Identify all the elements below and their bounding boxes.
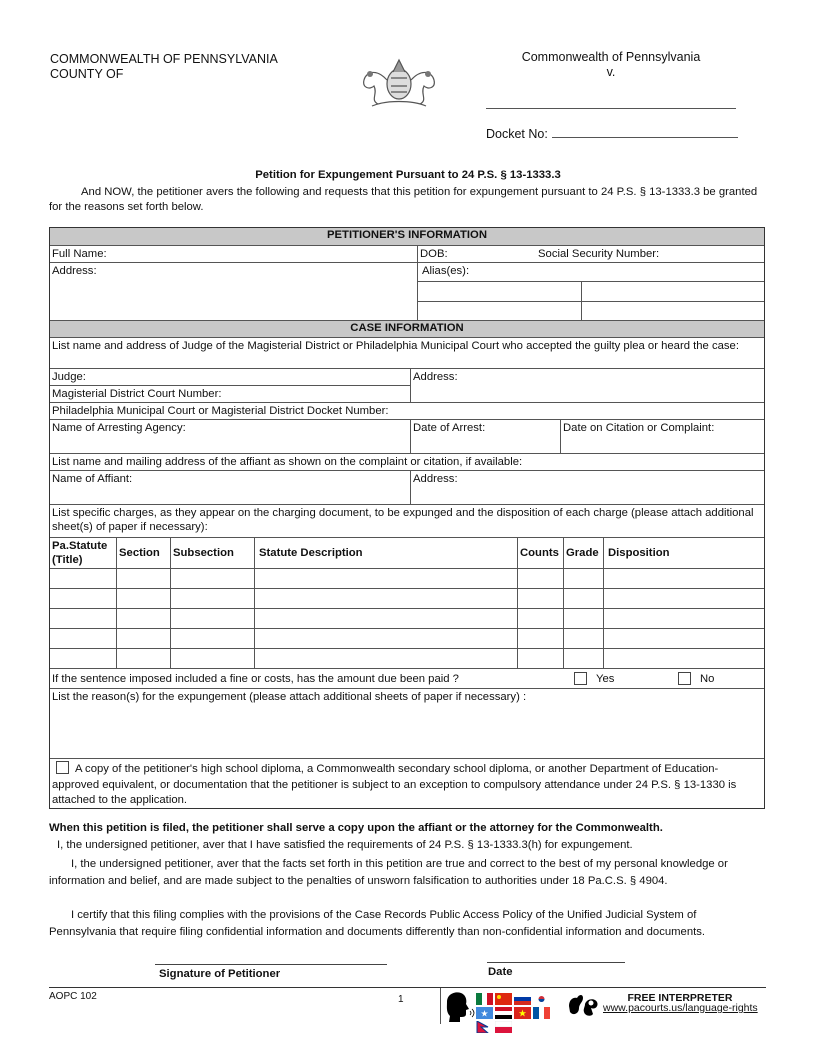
charge-disposition-input[interactable]: [603, 609, 764, 628]
charge-counts-input[interactable]: [517, 589, 563, 608]
no-checkbox[interactable]: [678, 672, 691, 685]
docket-number-field[interactable]: [50, 403, 764, 419]
flag-russia-icon: [514, 993, 531, 1005]
judge-label: Judge:: [52, 371, 86, 383]
aliases-label-row: [418, 263, 764, 281]
petition-form: [49, 227, 765, 809]
flag-vietnam-icon: [514, 1007, 531, 1019]
footer-vertical-divider: [440, 988, 441, 1024]
dob-label: DOB:: [420, 248, 448, 260]
flag-egypt-icon: [495, 1007, 512, 1019]
flag-somalia-icon: [476, 1007, 493, 1019]
judge-address-field[interactable]: [410, 369, 764, 402]
col-section: Section: [116, 538, 170, 568]
charge-disposition-input[interactable]: [603, 629, 764, 648]
flag-france-icon: [533, 1007, 550, 1019]
docket-number-label: Philadelphia Municipal Court or Magisterial District Docket Number:: [52, 405, 389, 417]
commonwealth-label: COMMONWEALTH OF PENNSYLVANIA: [50, 52, 278, 66]
charge-grade-input[interactable]: [563, 589, 603, 608]
date-citation-label: Date on Citation or Complaint:: [563, 422, 715, 434]
charge-counts-input[interactable]: [517, 569, 563, 588]
charge-description-input[interactable]: [254, 649, 517, 668]
col-counts: Counts: [517, 538, 563, 568]
charge-description-input[interactable]: [254, 589, 517, 608]
aver-requirements: I, the undersigned petitioner, aver that I have satisfied the requirements of 24 P.S. § 13-1333.3(h) for expungement.: [57, 839, 633, 851]
charge-counts-input[interactable]: [517, 649, 563, 668]
charge-counts-input[interactable]: [517, 609, 563, 628]
aliases-label: Alias(es):: [422, 265, 470, 277]
diploma-text: A copy of the petitioner's high school diploma, a Commonwealth secondary school diploma, or another Department of Education-approved equivalent, or documentation that the petitioner is subject to an exception to compulsory attendance under 24 P.S. § 13-1330 is attached to the application.: [52, 763, 737, 806]
language-rights-link[interactable]: www.pacourts.us/language-rights: [603, 1002, 758, 1014]
full-name-field[interactable]: [50, 246, 417, 262]
col-grade: Grade: [563, 538, 603, 568]
flag-mexico-icon: [476, 993, 493, 1005]
case-section-header: CASE INFORMATION: [50, 320, 764, 337]
col-statute: Pa.Statute (Title): [52, 540, 108, 566]
charge-statute-input[interactable]: [50, 649, 116, 668]
affiant-name-label: Name of Affiant:: [52, 473, 133, 485]
judge-instructions: List name and address of Judge of the Magisterial District or Philadelphia Municipal Court who accepted the guilty plea or heard the case:: [52, 340, 739, 352]
county-label: COUNTY OF: [50, 67, 124, 81]
footer-divider: [49, 987, 766, 988]
charge-section-input[interactable]: [116, 569, 170, 588]
date-label: Date: [488, 966, 513, 978]
page-title: Petition for Expungement Pursuant to 24 P.S. § 13-1333.3: [255, 169, 561, 181]
fine-paid-yes[interactable]: [574, 672, 678, 685]
charge-row: [50, 568, 764, 588]
charge-statute-input[interactable]: [50, 629, 116, 648]
petitioner-signature-label: Signature of Petitioner: [159, 968, 281, 980]
date-signature-line[interactable]: [487, 962, 625, 963]
charge-section-input[interactable]: [116, 649, 170, 668]
caption-versus: v.: [606, 65, 616, 79]
date-of-arrest-label: Date of Arrest:: [413, 422, 486, 434]
alias-field-3[interactable]: [418, 302, 581, 321]
alias-field-1[interactable]: [418, 282, 581, 301]
col-subsection: Subsection: [170, 538, 254, 568]
affiant-instructions: List name and mailing address of the affiant as shown on the complaint or citation, if available:: [52, 456, 523, 468]
charge-subsection-input[interactable]: [170, 569, 254, 588]
date-of-arrest-field[interactable]: [410, 420, 560, 453]
charge-description-input[interactable]: [254, 629, 517, 648]
charge-disposition-input[interactable]: [603, 569, 764, 588]
charge-row: [50, 588, 764, 608]
yes-checkbox[interactable]: [574, 672, 587, 685]
charge-description-input[interactable]: [254, 569, 517, 588]
charge-grade-input[interactable]: [563, 629, 603, 648]
docket-label: Docket No:: [486, 127, 548, 141]
page-number: 1: [398, 994, 404, 1005]
charge-disposition-input[interactable]: [603, 589, 764, 608]
full-name-label: Full Name:: [52, 248, 107, 260]
judge-field[interactable]: [50, 369, 410, 385]
service-notice: When this petition is filed, the petitioner shall serve a copy upon the affiant or the attorney for the Commonwealth.: [49, 822, 663, 834]
flag-poland-icon: [495, 1021, 512, 1033]
no-label: No: [700, 672, 715, 685]
arresting-agency-label: Name of Arresting Agency:: [52, 422, 186, 434]
charge-subsection-input[interactable]: [170, 649, 254, 668]
docket-field: [486, 126, 738, 141]
charge-subsection-input[interactable]: [170, 589, 254, 608]
charge-statute-input[interactable]: [50, 609, 116, 628]
charge-statute-input[interactable]: [50, 589, 116, 608]
col-disposition: Disposition: [603, 538, 764, 568]
sign-language-icon: [567, 992, 599, 1018]
address-label: Address:: [52, 265, 97, 277]
aliases-block: [417, 263, 764, 320]
charge-disposition-input[interactable]: [603, 649, 764, 668]
form-id: AOPC 102: [49, 991, 97, 1002]
mdj-number-label: Magisterial District Court Number:: [52, 388, 222, 400]
dob-ssn-field[interactable]: [417, 246, 764, 262]
charge-grade-input[interactable]: [563, 569, 603, 588]
flag-china-icon: [495, 993, 512, 1005]
pennsylvania-seal-icon: [358, 50, 440, 110]
flag-nepal-icon: [476, 1021, 493, 1033]
charge-subsection-input[interactable]: [170, 629, 254, 648]
charge-subsection-input[interactable]: [170, 609, 254, 628]
yes-label: Yes: [596, 672, 615, 685]
certify-policy: I certify that this filing complies with the provisions of the Case Records Public Access Policy of the Unified Judicial System of Pennsylvania that require filing confidential information and documents differently than non-confidential information and documents.: [49, 909, 706, 938]
diploma-attestation: [50, 759, 764, 808]
fine-question: If the sentence imposed included a fine or costs, has the amount due been paid ?: [52, 672, 459, 685]
charge-counts-input[interactable]: [517, 629, 563, 648]
petitioner-section-header: PETITIONER'S INFORMATION: [50, 228, 764, 245]
charges-instructions: List specific charges, as they appear on the charging document, to be expunged and the disposition of each charge (please attach additional sheet(s) of paper if necessary):: [52, 507, 754, 533]
reasons-field[interactable]: [50, 689, 764, 758]
court-header-left: [50, 52, 278, 82]
intro-text: And NOW, the petitioner avers the following and requests that this petition for expungement pursuant to 24 P.S. § 13-1333.3 be granted for the reasons set forth below.: [49, 186, 758, 213]
col-description: Statute Description: [254, 538, 517, 568]
charge-row: [50, 628, 764, 648]
charge-section-input[interactable]: [116, 609, 170, 628]
charge-section-input[interactable]: [116, 629, 170, 648]
arresting-agency-field[interactable]: [50, 420, 410, 453]
address-field[interactable]: [50, 263, 417, 320]
affiant-address-field[interactable]: [410, 471, 764, 504]
reasons-label: List the reason(s) for the expungement (please attach additional sheets of paper if necessary) :: [52, 691, 527, 703]
defendant-name-line[interactable]: [486, 108, 736, 109]
caption-block: [486, 50, 736, 80]
charge-grade-input[interactable]: [563, 649, 603, 668]
mdj-number-field[interactable]: [50, 385, 410, 402]
affiant-name-field[interactable]: [50, 471, 410, 504]
judge-address-label: Address:: [413, 371, 458, 383]
charge-description-input[interactable]: [254, 609, 517, 628]
affiant-address-label: Address:: [413, 473, 458, 485]
alias-field-4[interactable]: [581, 302, 764, 321]
language-flags: [476, 993, 550, 1033]
charge-section-input[interactable]: [116, 589, 170, 608]
petitioner-signature-line[interactable]: [155, 964, 387, 965]
charges-header-row: [50, 537, 764, 568]
caption-commonwealth: Commonwealth of Pennsylvania: [521, 50, 701, 64]
interpreter-title: FREE INTERPRETER: [627, 992, 733, 1004]
speaking-head-icon: [443, 990, 477, 1024]
alias-field-2[interactable]: [581, 282, 764, 301]
charge-statute-input[interactable]: [50, 569, 116, 588]
diploma-checkbox[interactable]: [56, 761, 69, 774]
ssn-label: Social Security Number:: [538, 248, 660, 260]
intro-paragraph: [49, 185, 765, 214]
docket-input-line[interactable]: [552, 126, 738, 138]
charge-row: [50, 648, 764, 668]
fine-paid-no[interactable]: [678, 672, 714, 685]
date-citation-field[interactable]: [560, 420, 764, 453]
flag-korea-icon: [533, 993, 550, 1005]
aver-truth: I, the undersigned petitioner, aver that the facts set forth in this petition are true and correct to the best of my personal knowledge or information and belief, and are made subject to the penalties of unsworn falsification to authorities under 18 Pa.C.S. § 4904.: [49, 858, 728, 887]
charge-row: [50, 608, 764, 628]
charge-grade-input[interactable]: [563, 609, 603, 628]
